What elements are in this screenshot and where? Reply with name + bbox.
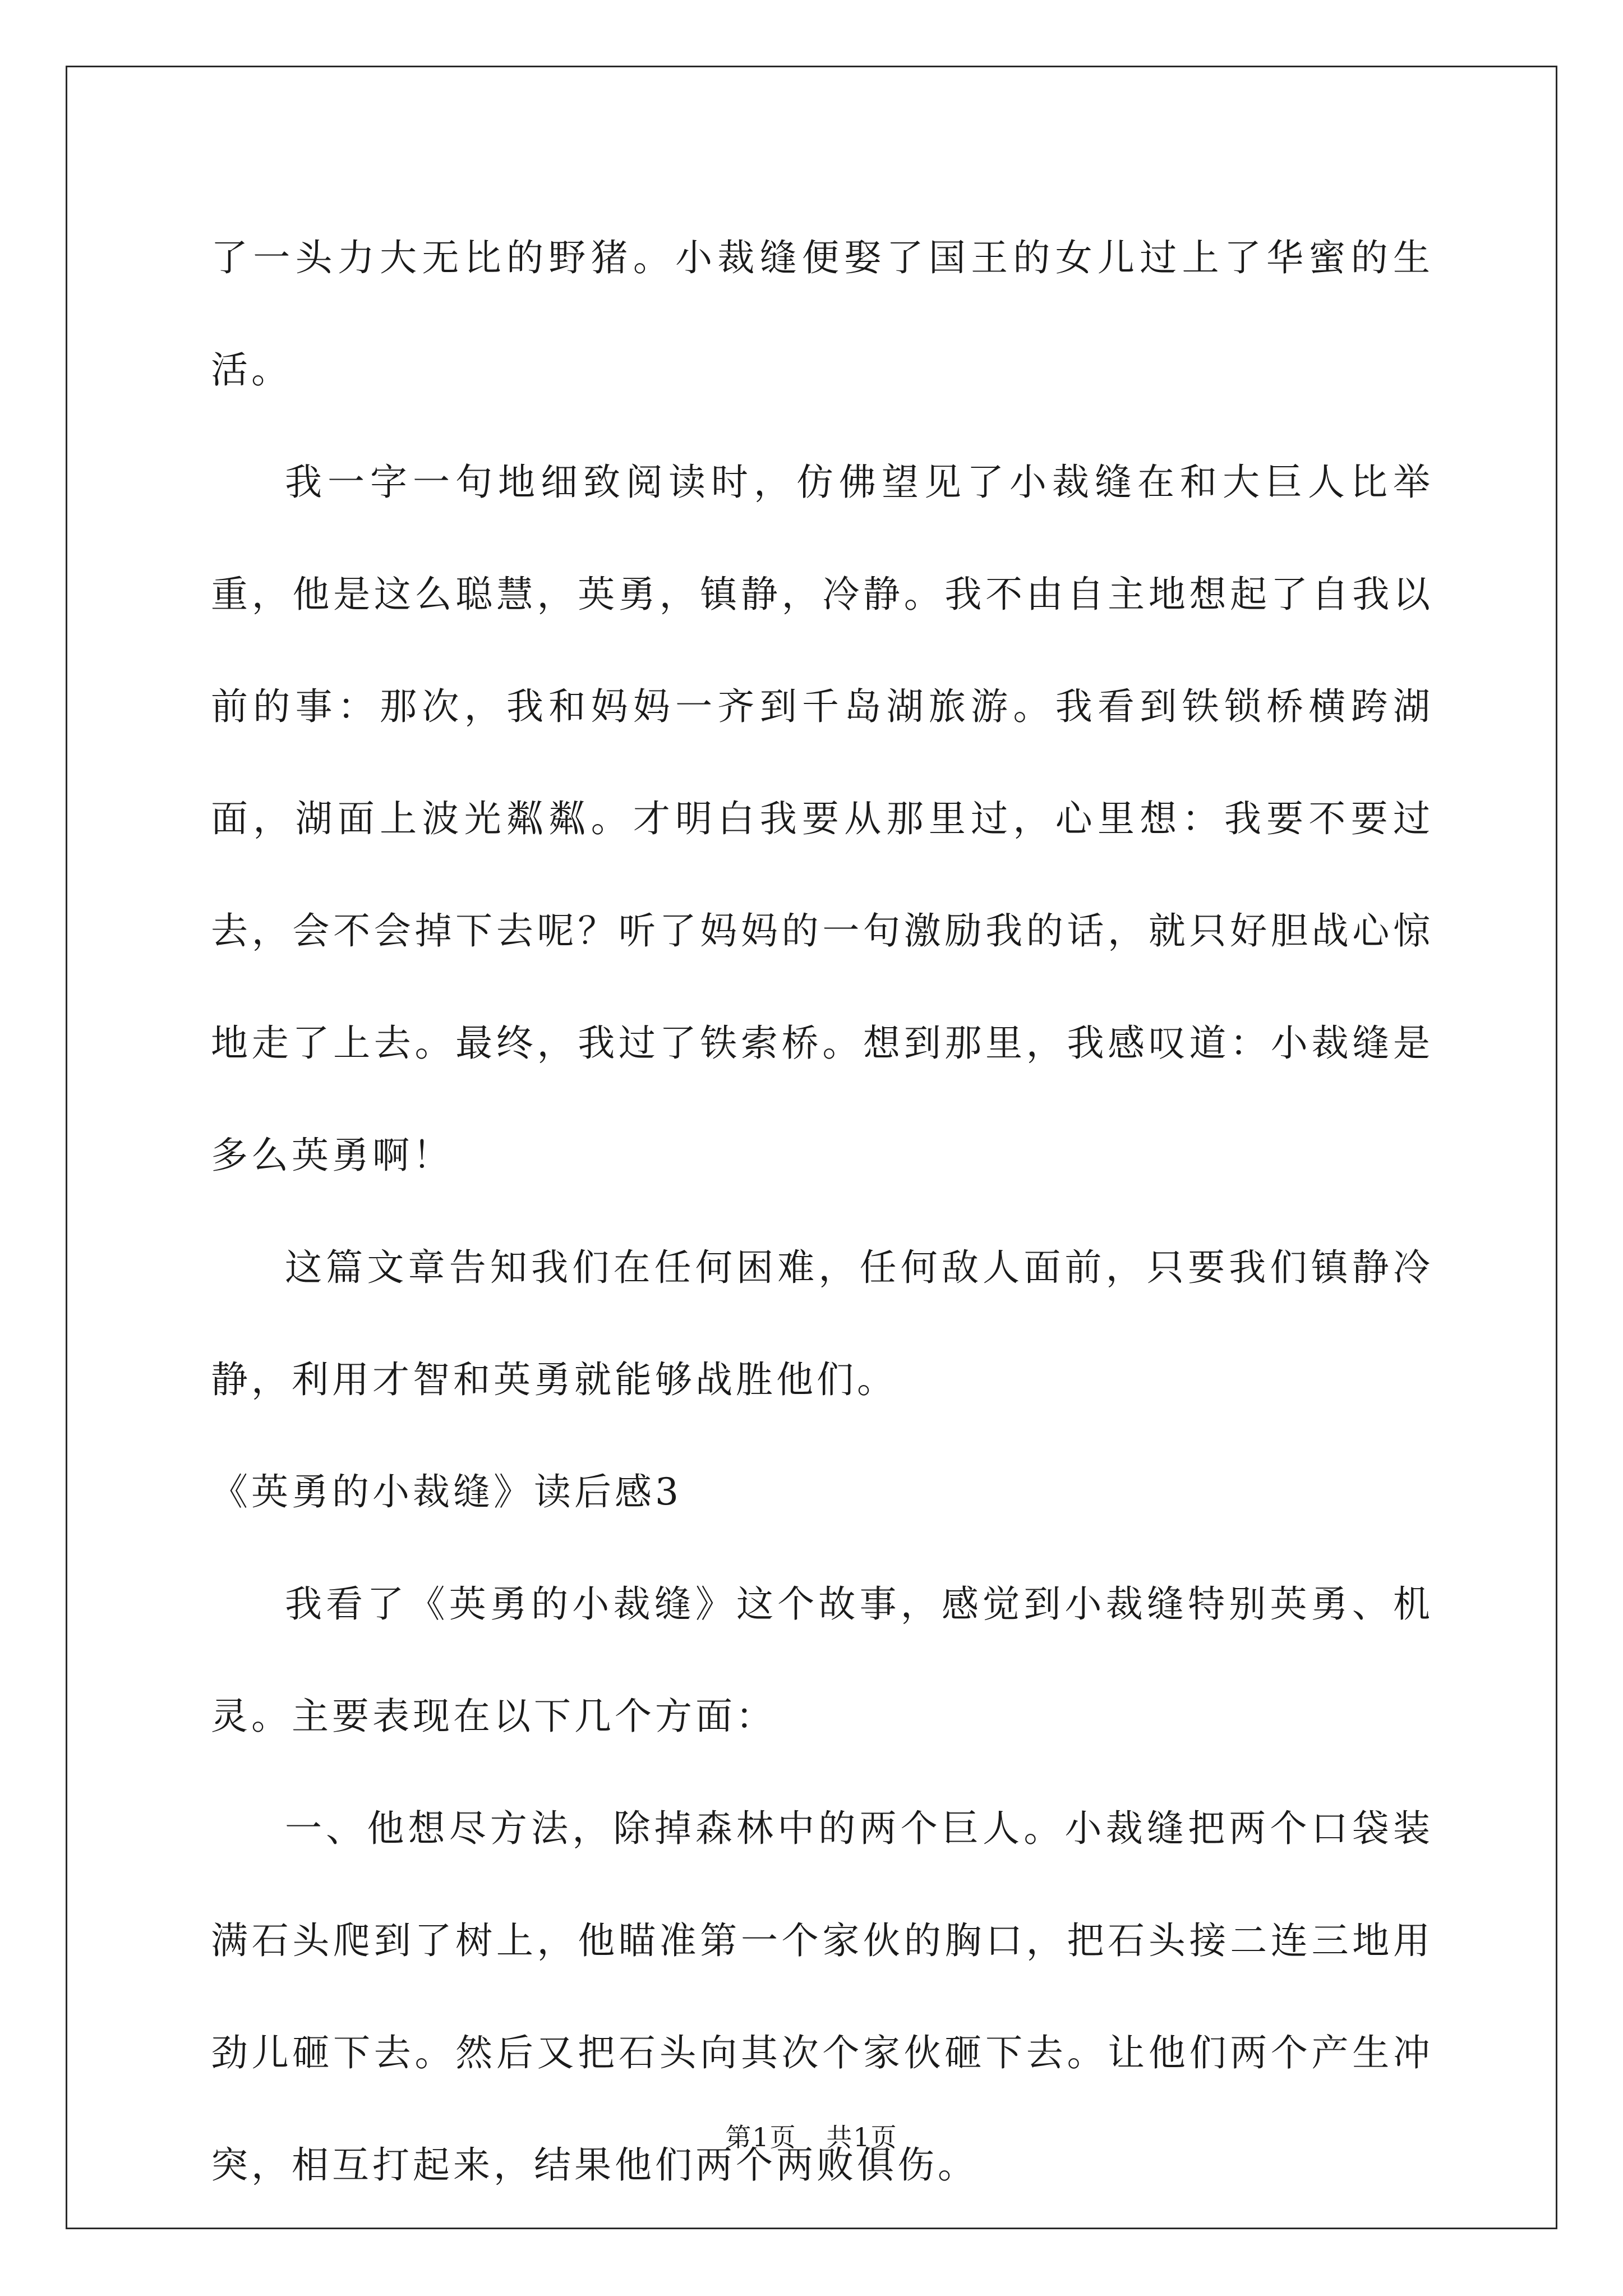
document-body (211, 202, 1433, 2221)
paragraph-point-one: 一、他想尽方法，除掉森林中的两个巨人。小裁缝把两个口袋装满石头爬到了树上，他瞄准第一个家伙的胸口，把石头接二连三地用劲儿砸下去。然后又把石头向其次个家伙砸下去。让他们两个产生冲突，相互打起来，结果他们两个两败俱伤。 (211, 1807, 1433, 2187)
paragraph-intro: 我看了《英勇的小裁缝》这个故事，感觉到小裁缝特别英勇、机灵。主要表现在以下几个方面： (211, 1582, 1433, 1738)
section-heading: 《英勇的小裁缝》读后感3 (211, 1470, 682, 1513)
page-footer (0, 2120, 1623, 2154)
paragraph-continuation: 了一头力大无比的野猪。小裁缝便娶了国王的女儿过上了华蜜的生活。 (211, 236, 1433, 392)
page-total: 共1页 (826, 2122, 898, 2152)
paragraph-lesson: 这篇文章告知我们在任何困难，任何敌人面前，只要我们镇静冷静，利用才智和英勇就能够战胜他们。 (211, 1246, 1433, 1401)
page-number: 第1页 (725, 2122, 797, 2152)
paragraph-reflection: 我一字一句地细致阅读时，仿佛望见了小裁缝在和大巨人比举重，他是这么聪慧，英勇，镇静，冷静。我不由自主地想起了自我以前的事：那次，我和妈妈一齐到千岛湖旅游。我看到铁锁桥横跨湖面，湖面上波光粼粼。才明白我要从那里过，心里想：我要不要过去，会不会掉下去呢？听了妈妈的一句激励我的话，就只好胆战心惊地走了上去。最终，我过了铁索桥。想到那里，我感叹道：小裁缝是多么英勇啊！ (211, 461, 1433, 1177)
